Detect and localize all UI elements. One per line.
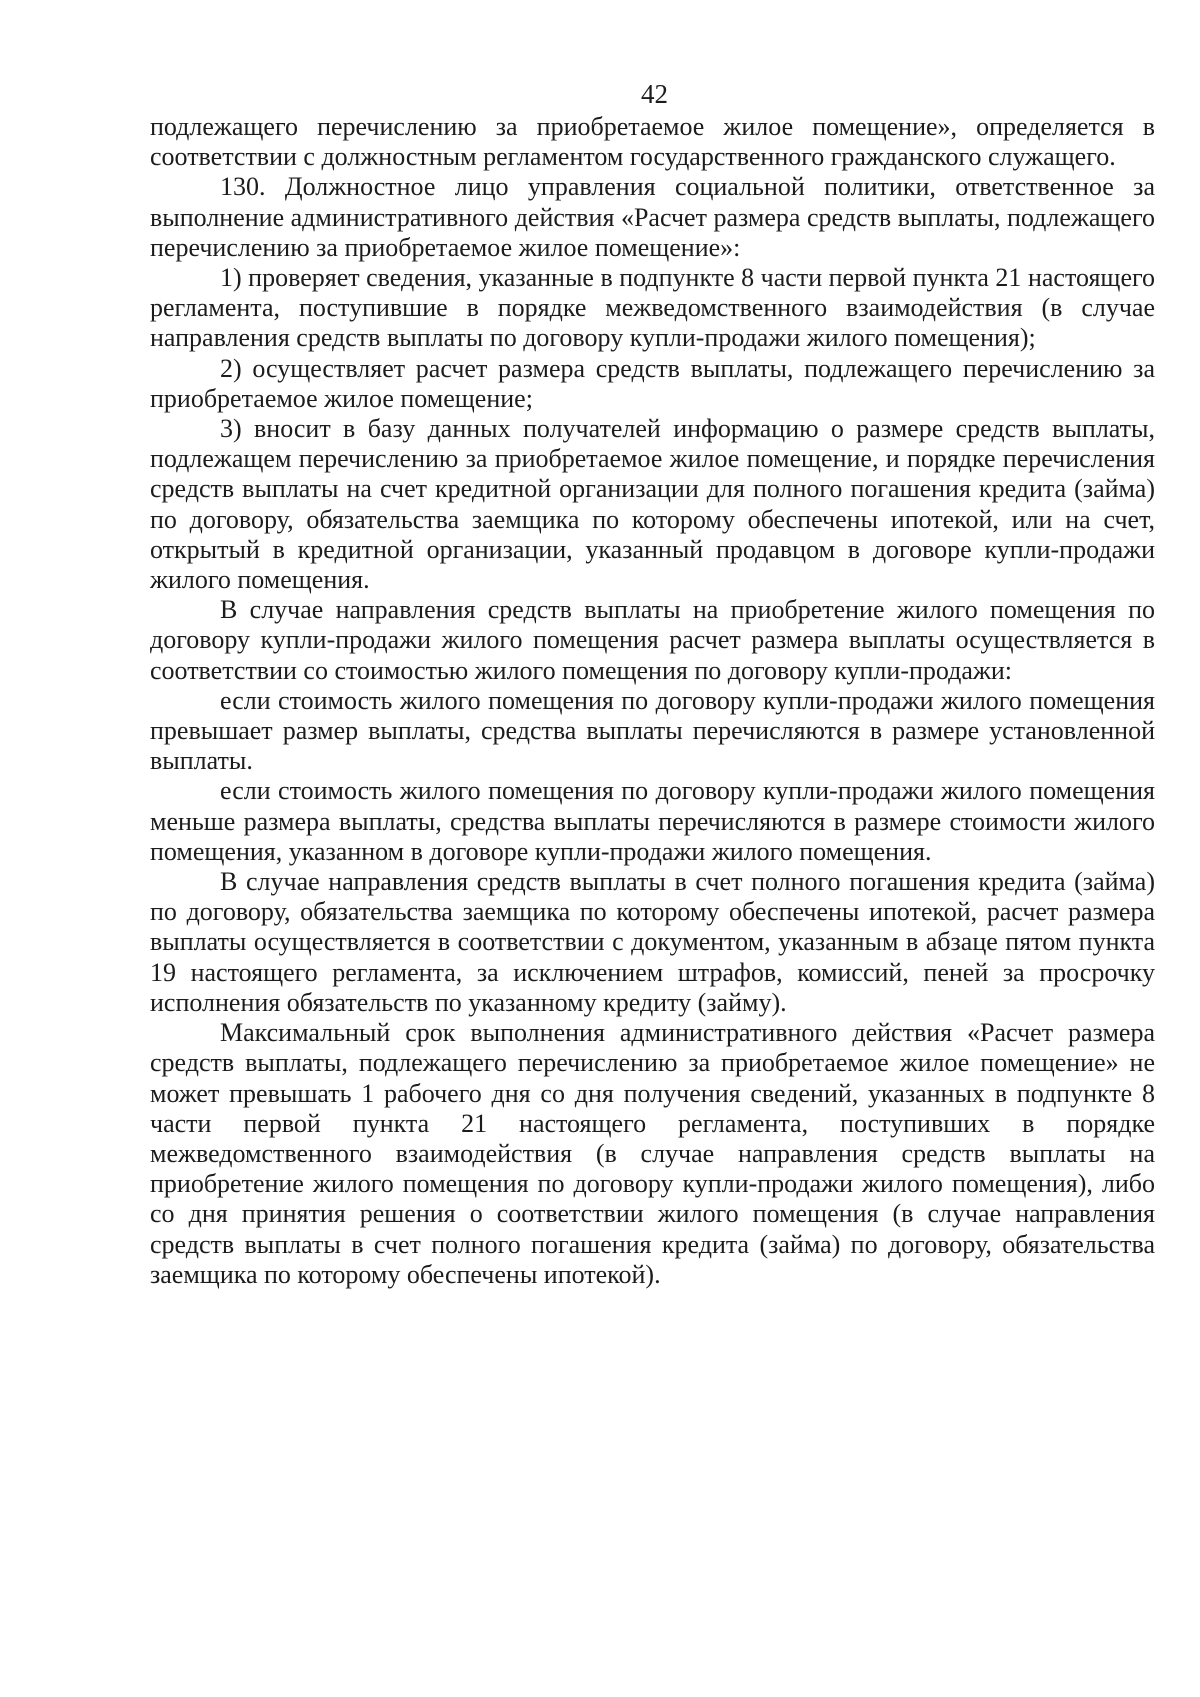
- paragraph-purchase-case: В случае направления средств выплаты на приобретение жилого помещения по договору купли-продажи жилого помещения расчет размера выплаты осуществляется в соответствии со стоимостью жилого помещения по договору купли-продажи:: [150, 595, 1155, 685]
- paragraph-loan-repayment-case: В случае направления средств выплаты в счет полного погашения кредита (займа) по договору, обязательства заемщика по которому обеспечены ипотекой, расчет размера выплаты осуществляется в соответствии с документом, указанным в абзаце пятом пункта 19 настоящего регламента, за исключением штрафов, комиссий, пеней за просрочку исполнения обязательств по указанному кредиту (займу).: [150, 867, 1155, 1017]
- page-number: 42: [641, 79, 668, 109]
- paragraph-price-less: если стоимость жилого помещения по договору купли-продажи жилого помещения меньше размера выплаты, средства выплаты перечисляются в размере стоимости жилого помещения, указанном в договоре купли-продажи жилого помещения.: [150, 776, 1155, 866]
- paragraph-item-130: 130. Должностное лицо управления социальной политики, ответственное за выполнение административного действия «Расчет размера средств выплаты, подлежащего перечислению за приобретаемое жилое помещение»:: [150, 172, 1155, 262]
- document-page: [150, 78, 1155, 1290]
- paragraph-subitem-1: 1) проверяет сведения, указанные в подпункте 8 части первой пункта 21 настоящего регламента, поступившие в порядке межведомственного взаимодействия (в случае направления средств выплаты по договору купли-продажи жилого помещения);: [150, 263, 1155, 353]
- paragraph-continuation: подлежащего перечислению за приобретаемое жилое помещение», определяется в соответствии с должностным регламентом государственного гражданского служащего.: [150, 112, 1155, 172]
- paragraph-max-term: Максимальный срок выполнения административного действия «Расчет размера средств выплаты, подлежащего перечислению за приобретаемое жилое помещение» не может превышать 1 рабочего дня со дня получения сведений, указанных в подпункте 8 части первой пункта 21 настоящего регламента, поступивших в порядке межведомственного взаимодействия (в случае направления средств выплаты на приобретение жилого помещения по договору купли-продажи жилого помещения), либо со дня принятия решения о соответствии жилого помещения (в случае направления средств выплаты в счет полного погашения кредита (займа) по договору, обязательства заемщика по которому обеспечены ипотекой).: [150, 1018, 1155, 1289]
- paragraph-subitem-2: 2) осуществляет расчет размера средств выплаты, подлежащего перечислению за приобретаемое жилое помещение;: [150, 353, 1155, 413]
- paragraph-price-exceeds: если стоимость жилого помещения по договору купли-продажи жилого помещения превышает размер выплаты, средства выплаты перечисляются в размере установленной выплаты.: [150, 685, 1155, 776]
- paragraph-subitem-3: 3) вносит в базу данных получателей информацию о размере средств выплаты, подлежащем перечислению за приобретаемое жилое помещение, и порядке перечисления средств выплаты на счет кредитной организации для полного погашения кредита (займа) по договору, обязательства заемщика по которому обеспечены ипотекой, или на счет, открытый в кредитной организации, указанный продавцом в договоре купли-продажи жилого помещения.: [150, 414, 1155, 595]
